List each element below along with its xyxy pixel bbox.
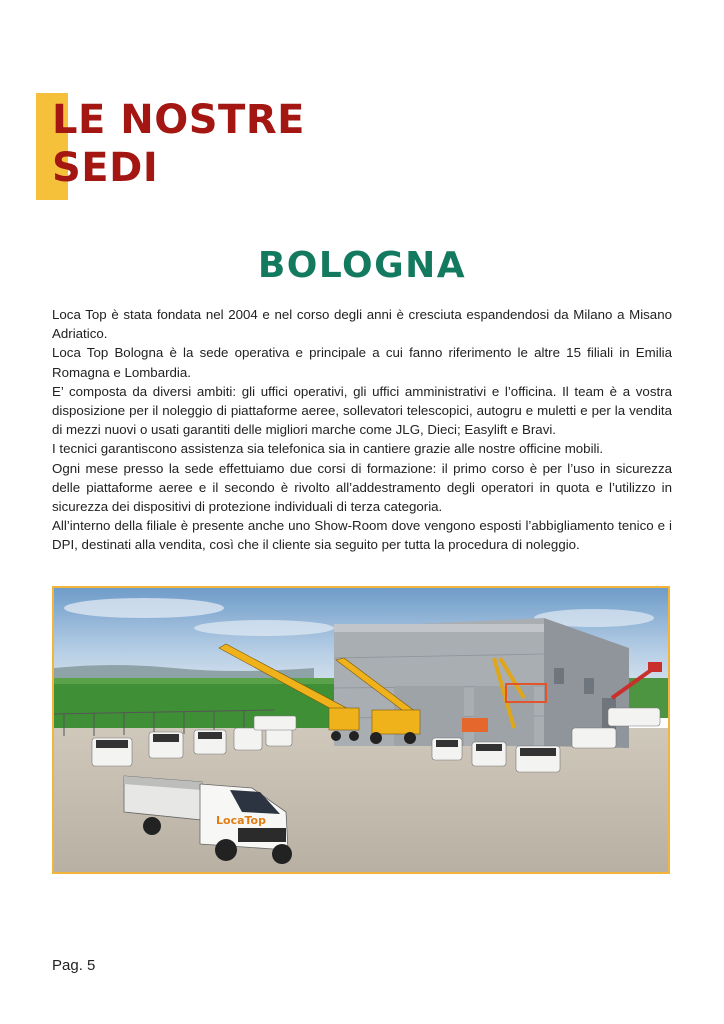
header-title-line-1: LE NOSTRE: [52, 97, 305, 143]
paragraph-1: Loca Top è stata fondata nel 2004 e nel corso degli anni è cresciuta espandendosi da Milano a Misano Adriatico.: [52, 307, 672, 342]
paragraph-4: I tecnici garantiscono assistenza sia telefonica sia in cantiere grazie alle nostre officine mobili.: [52, 441, 604, 457]
body-text: [52, 305, 672, 555]
page-header-title: [52, 96, 305, 192]
branch-photo-illustration: [54, 588, 668, 872]
paragraph-3: E’ composta da diversi ambiti: gli uffici operativi, gli uffici amministrativi e l’officina. Il team è a vostra disposizione per il noleggio di piattaforme aeree, sollevatori telescopici, autogru e muletti e per la vendita di mezzi nuovi o usati garantiti delle migliori marche come JLG, Dieci; Easylift e Bravi.: [52, 383, 672, 438]
paragraph-5: Ogni mese presso la sede effettuiamo due corsi di formazione: il primo corso è per l’uso in sicurezza delle piattaforme aeree e il secondo è rivolto all’addestramento degli operatori in quota e l’utilizzo in sicurezza dei dispositivi di protezione individuali di terza categoria.: [52, 460, 672, 515]
truck-logo: LocaTop: [216, 814, 266, 827]
paragraph-2: Loca Top Bologna è la sede operativa e principale a cui fanno riferimento le altre 15 filiali in Emilia Romagna e Lombardia.: [52, 345, 672, 380]
paragraph-6: All’interno della filiale è presente anche uno Show-Room dove vengono esposti l’abbigliamento tenico e i DPI, destinati alla vendita, così che il cliente sia seguito per tutta la procedura di noleggio.: [52, 518, 672, 553]
page-number: Pag. 5: [52, 957, 96, 974]
branch-photo: [52, 586, 670, 874]
header-title-line-2: SEDI: [52, 145, 159, 191]
section-title: BOLOGNA: [257, 245, 467, 286]
